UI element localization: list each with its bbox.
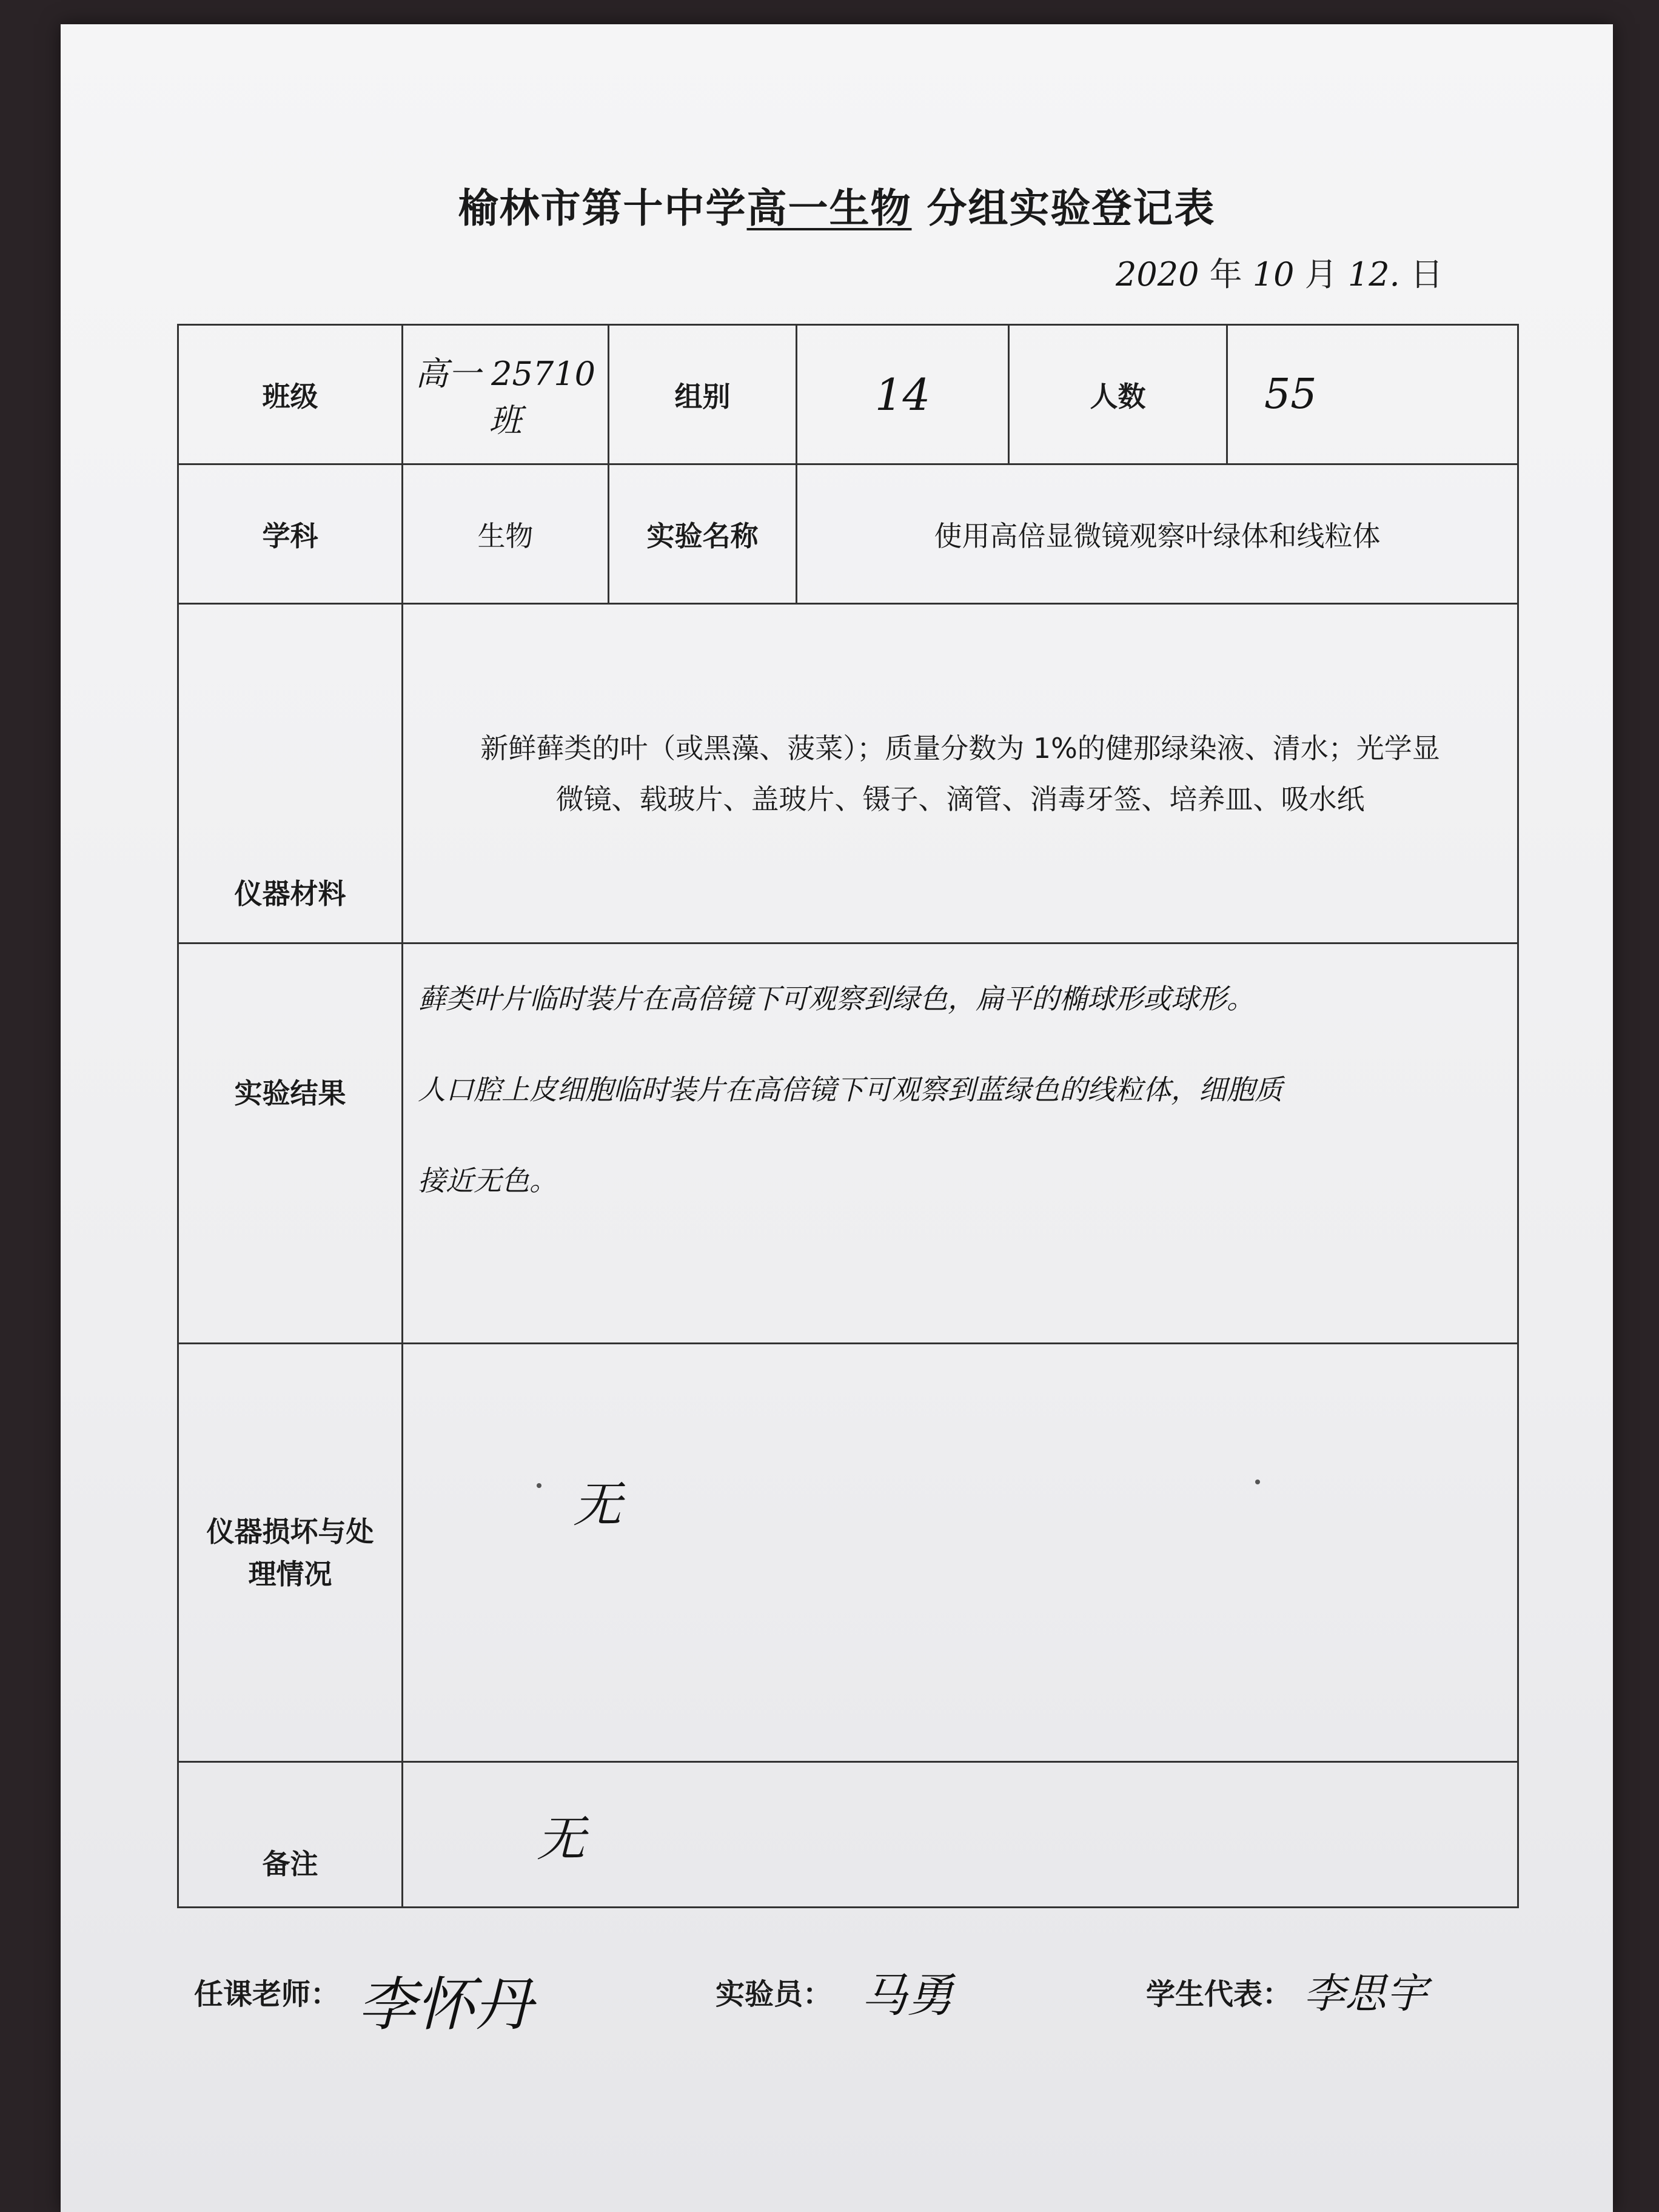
title-prefix: 榆林市第十中学 <box>458 185 747 232</box>
subject-label: 学科 <box>178 464 403 604</box>
date-day-unit: 日 <box>1410 255 1443 293</box>
row-damage <box>178 1344 1518 1762</box>
date-year: 2020 <box>1116 255 1199 293</box>
result-line-1: 藓类叶片临时装片在高倍镜下可观察到绿色，扁平的椭球形或球形。 <box>418 982 1255 1015</box>
date-month-unit: 月 <box>1304 255 1338 293</box>
materials-label: 仪器材料 <box>178 604 403 943</box>
row-remark <box>178 1762 1518 1908</box>
teacher-label: 任课老师： <box>194 1977 340 2011</box>
row-result <box>178 943 1518 1344</box>
materials-value <box>403 604 1518 943</box>
date-year-unit: 年 <box>1209 255 1242 293</box>
date-line <box>1116 249 1443 295</box>
page-title <box>61 176 1613 233</box>
student-signature: 李思宇 <box>1304 1970 1428 2018</box>
damage-label <box>178 1344 403 1762</box>
remark-label: 备注 <box>178 1762 403 1908</box>
subject-value: 生物 <box>403 464 609 604</box>
result-line-2: 人口腔上皮细胞临时装片在高倍镜下可观察到蓝绿色的线粒体，细胞质 <box>418 1073 1282 1106</box>
student-label: 学生代表： <box>1146 1977 1292 2011</box>
class-label: 班级 <box>178 325 403 464</box>
title-underlined: 高一生物 <box>746 185 912 232</box>
materials-line-1: 新鲜藓类的叶（或黑藻、菠菜）；质量分数为 1%的健那绿染液、清水；光学显 <box>480 731 1440 765</box>
assistant-signature: 马勇 <box>861 1968 953 2022</box>
damage-label-line-2: 理情况 <box>248 1557 332 1590</box>
class-value: 高一 25710班 <box>403 325 609 464</box>
date-day: 12. <box>1347 255 1400 293</box>
teacher-signature: 李怀丹 <box>358 1971 532 2039</box>
remark-value: 无 <box>403 1762 1518 1908</box>
exp-name-value: 使用高倍显微镜观察叶绿体和线粒体 <box>797 464 1518 604</box>
paper-sheet <box>61 24 1613 2212</box>
group-value: 14 <box>797 325 1009 464</box>
row-class <box>178 325 1518 464</box>
signature-row <box>194 1952 1528 2074</box>
row-materials <box>178 604 1518 943</box>
assistant-label: 实验员： <box>716 1977 833 2011</box>
group-label: 组别 <box>609 325 797 464</box>
result-label: 实验结果 <box>178 943 403 1344</box>
row-subject <box>178 464 1518 604</box>
damage-label-line-1: 仪器损坏与处 <box>206 1515 374 1548</box>
damage-value: 无 <box>403 1344 1518 1762</box>
registration-table <box>177 324 1519 1908</box>
result-line-3: 接近无色。 <box>418 1164 557 1197</box>
title-suffix: 分组实验登记表 <box>927 185 1216 232</box>
date-month: 10 <box>1252 255 1295 293</box>
ink-dot <box>1255 1480 1260 1484</box>
count-value: 55 <box>1227 325 1518 464</box>
materials-line-2: 微镜、载玻片、盖玻片、镊子、滴管、消毒牙签、培养皿、吸水纸 <box>555 782 1365 816</box>
result-value <box>403 943 1518 1344</box>
ink-dot <box>537 1483 541 1488</box>
exp-name-label: 实验名称 <box>609 464 797 604</box>
count-label: 人数 <box>1009 325 1227 464</box>
